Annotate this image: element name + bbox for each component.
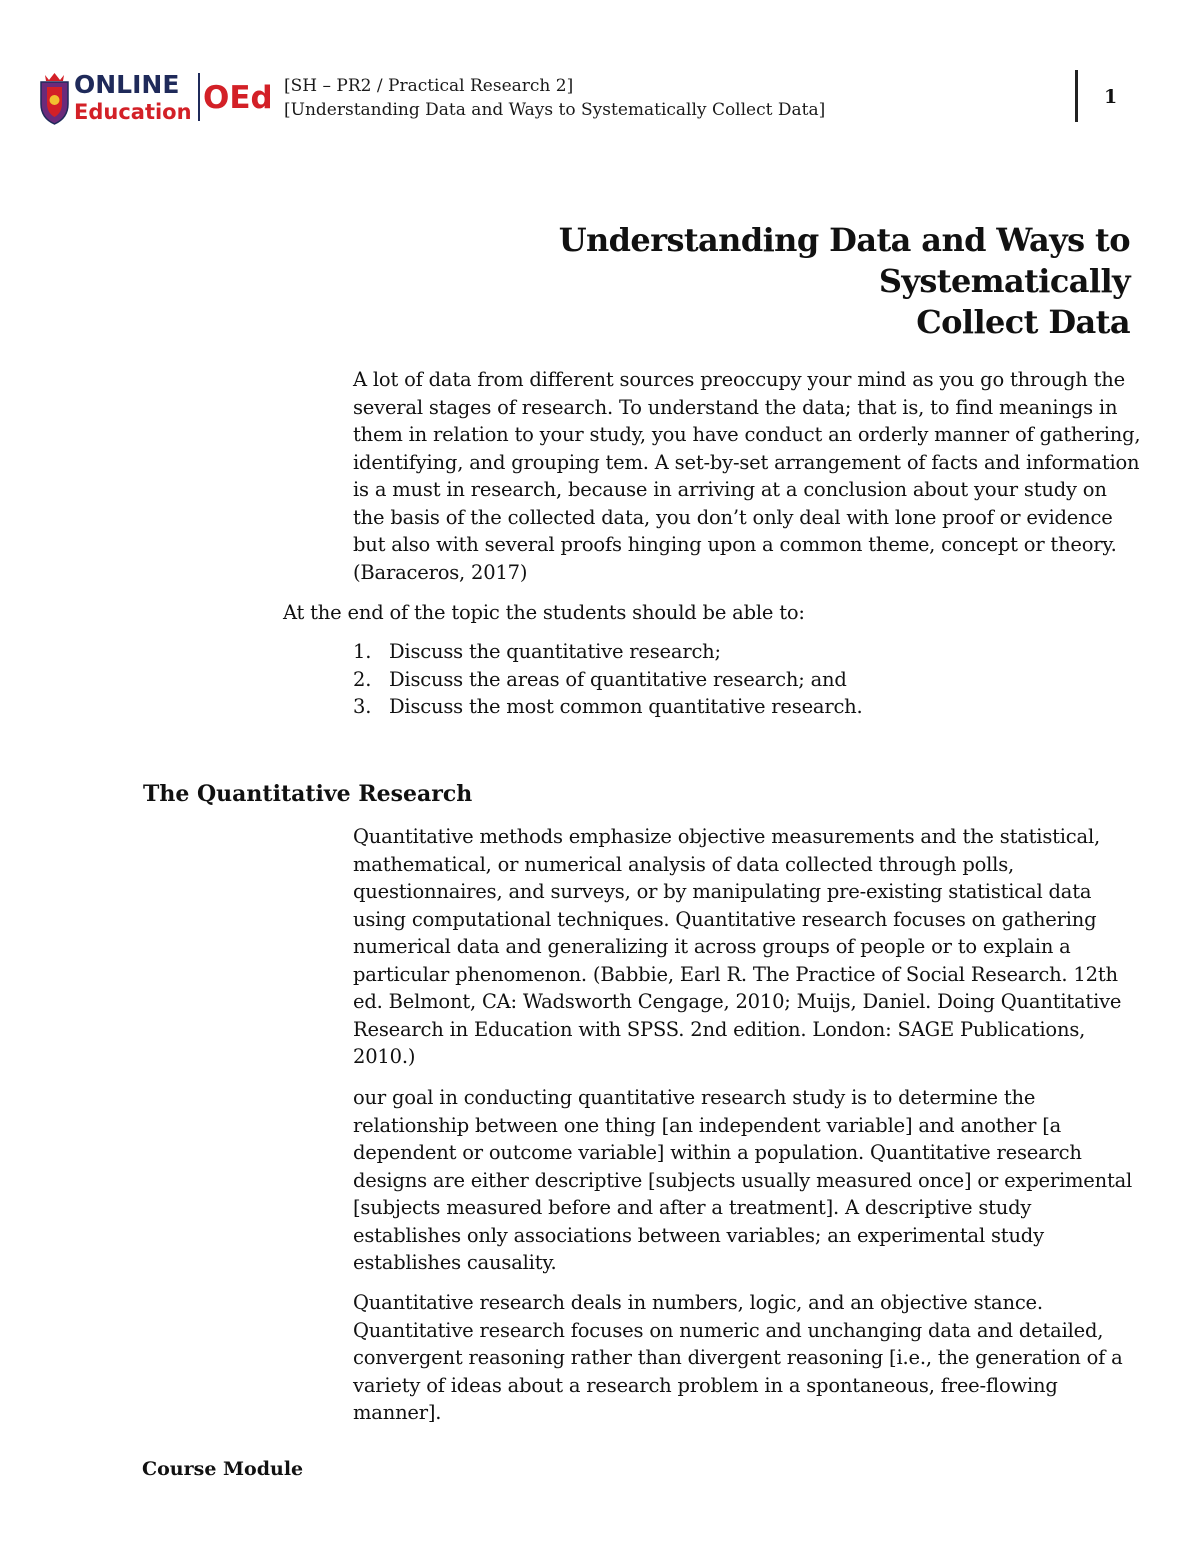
school-crest-icon bbox=[41, 73, 68, 124]
list-item-text: Discuss the quantitative research; bbox=[389, 640, 721, 663]
list-item-text: Discuss the areas of quantitative research; and bbox=[389, 667, 847, 691]
section-heading: The Quantitative Research bbox=[143, 781, 473, 807]
logo-graphic bbox=[38, 68, 270, 126]
footer-label: Course Module bbox=[142, 1458, 304, 1480]
running-header bbox=[284, 74, 825, 122]
list-item-number: 3. bbox=[353, 695, 372, 718]
page-number: 1 bbox=[1104, 86, 1118, 108]
logo-text-education: Education bbox=[74, 100, 192, 124]
logo-text-mark: OEd bbox=[203, 80, 270, 116]
course-line: [SH – PR2 / Practical Research 2] bbox=[284, 76, 574, 96]
online-education-logo bbox=[38, 68, 270, 126]
title-line-1: Understanding Data and Ways to Systematically bbox=[558, 221, 1130, 300]
header-divider bbox=[1075, 70, 1078, 122]
topic-line: [Understanding Data and Ways to Systematically Collect Data] bbox=[284, 100, 826, 120]
document-title bbox=[330, 220, 1130, 343]
section-paragraph-2: our goal in conducting quantitative research study is to determine the relationship between one thing [an independent variable] and another [a dependent or outcome variable] within a population. Quantitative research designs are either descriptive [subjects usually measured once] or experimental [subjects measured before and after a treatment]. A descriptive study establishes only associations between variables; an experimental study establishes causality. bbox=[353, 1086, 1133, 1274]
list-item-number: 1. bbox=[353, 640, 372, 663]
list-item-number: 2. bbox=[353, 667, 372, 691]
list-item bbox=[353, 693, 863, 721]
logo-text-online: ONLINE bbox=[74, 70, 180, 99]
list-item bbox=[353, 638, 863, 666]
title-line-2: Collect Data bbox=[916, 303, 1130, 341]
intro-paragraph: A lot of data from different sources preoccupy your mind as you go through the several stages of research. To understand the data; that is, to find meanings in them in relation to your study, you have conduct an orderly manner of gathering, identifying, and grouping tem. A set-by-set arrangement of facts and information is a must in research, because in arriving at a conclusion about your study on the basis of the collected data, you don’t only deal with lone proof or evidence but also with several proofs hinging upon a common theme, concept or theory. (Baraceros, 2017) bbox=[353, 368, 1141, 584]
list-item-text: Discuss the most common quantitative research. bbox=[389, 695, 863, 718]
objectives-lead: At the end of the topic the students should be able to: bbox=[283, 601, 805, 624]
section-paragraph-1: Quantitative methods emphasize objective measurements and the statistical, mathematical, or numerical analysis of data collected through polls, questionnaires, and surveys, or by manipulating pre-existing statistical data using computational techniques. Quantitative research focuses on gathering numerical data and generalizing it across groups of people or to explain a particular phenomenon. (Babbie, Earl R. The Practice of Social Research. 12th ed. Belmont, CA: Wadsworth Cengage, 2010; Muijs, Daniel. Doing Quantitative Research in Education with SPSS. 2nd edition. London: SAGE Publications, 2010.) bbox=[353, 825, 1122, 1068]
section-paragraph-3: Quantitative research deals in numbers, logic, and an objective stance. Quantitative research focuses on numeric and unchanging data and detailed, convergent reasoning rather than divergent reasoning [i.e., the generation of a variety of ideas about a research problem in a spontaneous, free-flowing manner]. bbox=[353, 1291, 1123, 1424]
list-item bbox=[353, 666, 863, 694]
objectives-list bbox=[353, 638, 863, 721]
